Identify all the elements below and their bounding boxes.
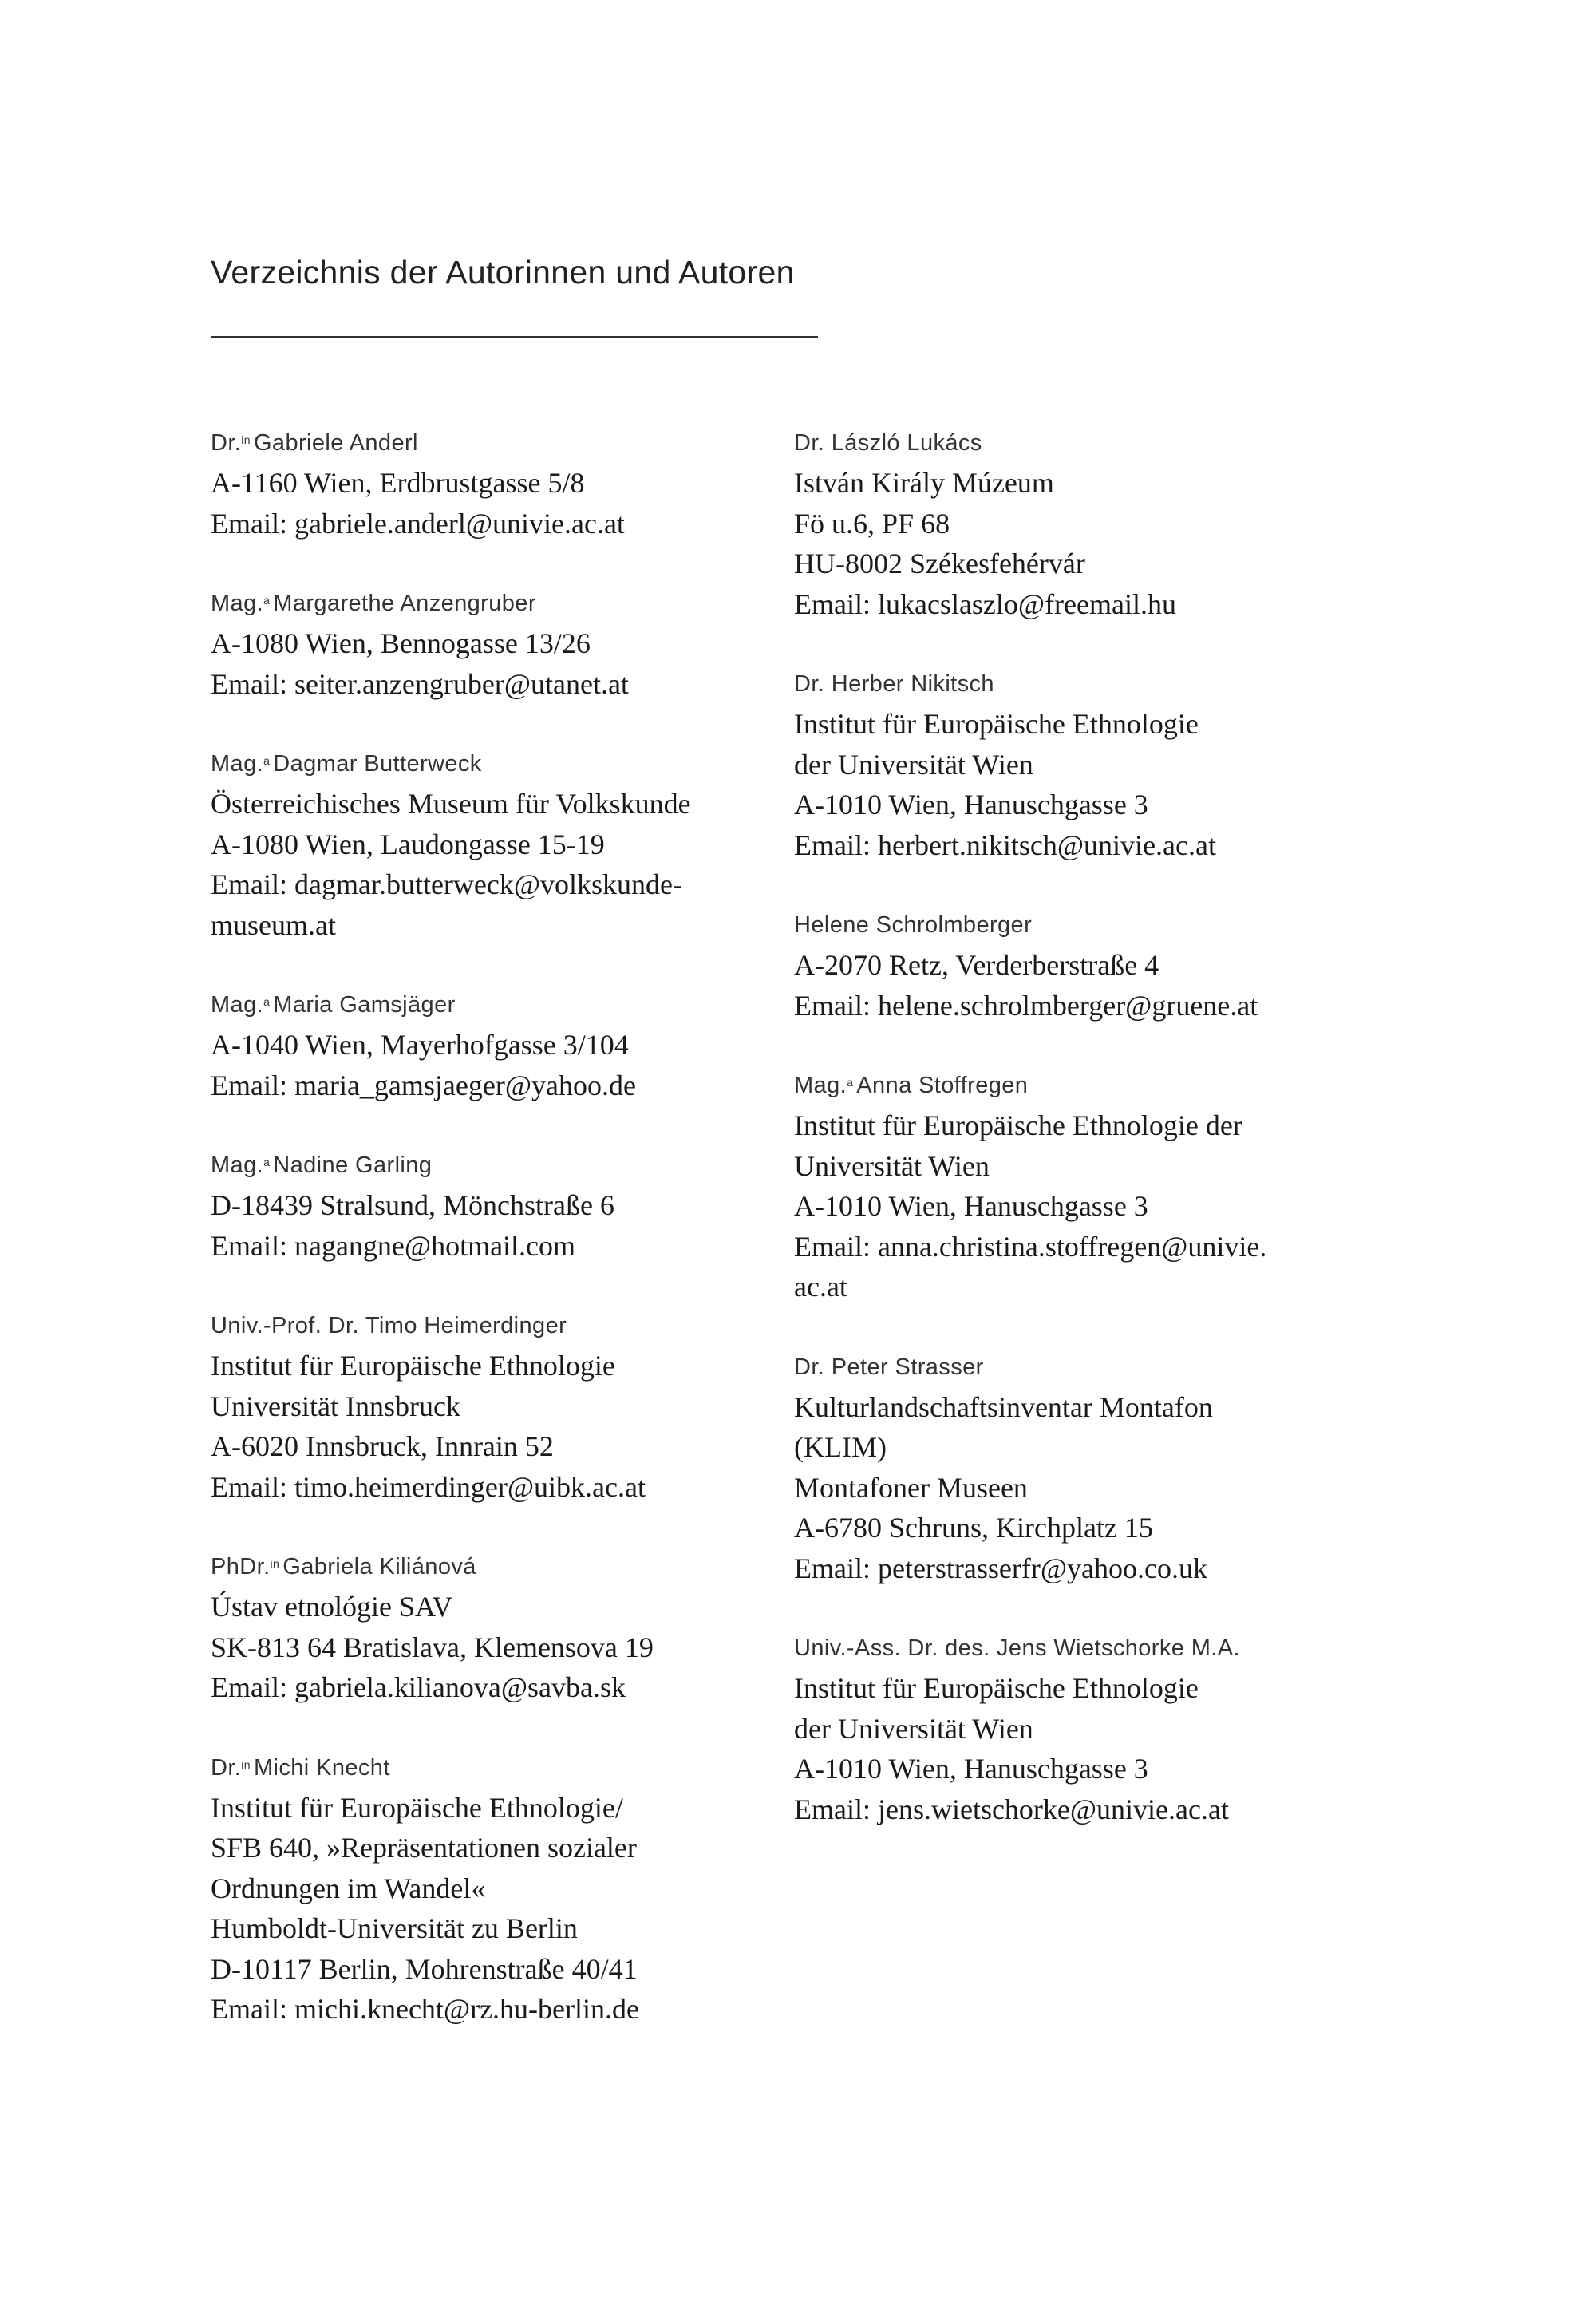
address-line: A-1080 Wien, Bennogasse 13/26: [211, 627, 591, 659]
author-entry: [794, 905, 1385, 1026]
academic-title: PhDr.: [211, 1554, 271, 1580]
person-name: Gabriele Anderl: [253, 430, 418, 456]
person-name: Michi Knecht: [253, 1754, 390, 1781]
address-line: Kulturlandschaftsinventar Montafon: [794, 1390, 1213, 1423]
title-suffix: a: [263, 1156, 271, 1168]
address-line: Ústav etnológie SAV: [211, 1591, 453, 1623]
author-name: [211, 423, 785, 463]
author-entry: [794, 423, 1385, 624]
address-line: Institut für Europäische Ethnologie: [794, 708, 1199, 740]
person-name: Anna Stoffregen: [856, 1073, 1029, 1098]
title-rule: [211, 336, 818, 338]
author-name: [211, 583, 785, 623]
academic-title: Univ.-Ass. Dr. des.: [794, 1635, 990, 1661]
author-entry: [794, 1347, 1385, 1589]
address-line: D-18439 Stralsund, Mönchstraße 6: [211, 1189, 614, 1221]
author-name: [211, 1748, 785, 1788]
author-name: [794, 1066, 1385, 1105]
title-suffix: a: [847, 1076, 854, 1089]
email-line: Email: gabriela.kilianova@savba.sk: [211, 1671, 626, 1703]
author-entry: [794, 1066, 1385, 1307]
address-line: A-1160 Wien, Erdbrustgasse 5/8: [211, 467, 585, 499]
academic-title: Mag.: [794, 1073, 847, 1098]
address-line: SK-813 64 Bratislava, Klemensova 19: [211, 1631, 654, 1663]
address-line: Universität Wien: [794, 1149, 990, 1182]
person-name: Helene Schrolmberger: [794, 912, 1033, 938]
authors-column-left: [211, 423, 785, 2070]
address-line: A-1010 Wien, Hanuschgasse 3: [794, 1190, 1148, 1222]
academic-title: Dr.: [794, 430, 825, 456]
person-name: Nadine Garling: [273, 1153, 433, 1178]
address-line: Humboldt-Universität zu Berlin: [211, 1912, 578, 1944]
address-line: Österreichisches Museum für Volkskunde: [211, 788, 691, 820]
author-name: [211, 1306, 785, 1346]
author-name: [794, 423, 1385, 463]
email-line: Email: anna.christina.stoffregen@univie.: [794, 1230, 1267, 1263]
author-name: [794, 905, 1385, 945]
address-line: A-6020 Innsbruck, Innrain 52: [211, 1430, 554, 1462]
author-entry: [211, 583, 785, 704]
author-entry: [211, 423, 785, 544]
address-line: A-1010 Wien, Hanuschgasse 3: [794, 1753, 1148, 1785]
person-name: László Lukács: [831, 430, 982, 456]
author-name: [794, 1347, 1385, 1387]
author-name: [211, 744, 785, 784]
author-entry: [211, 985, 785, 1105]
email-line: Email: michi.knecht@rz.hu-berlin.de: [211, 1993, 639, 2025]
author-name: [211, 985, 785, 1025]
address-line: Universität Innsbruck: [211, 1390, 460, 1422]
academic-title: Dr.: [794, 1354, 825, 1380]
academic-title: Mag.: [211, 1153, 264, 1178]
email-line: Email: gabriele.anderl@univie.ac.at: [211, 507, 625, 540]
email-line: Email: maria_gamsjaeger@yahoo.de: [211, 1069, 636, 1101]
address-line: HU-8002 Székesfehérvár: [794, 548, 1085, 579]
person-name: Gabriela Kiliánová: [282, 1554, 476, 1580]
author-entry: [211, 1547, 785, 1708]
address-line: Montafoner Museen: [794, 1471, 1028, 1504]
person-name: Timo Heimerdinger: [365, 1313, 567, 1338]
page-title: Verzeichnis der Autorinnen und Autoren: [211, 254, 795, 291]
email-line: Email: lukacslaszlo@freemail.hu: [794, 587, 1176, 620]
address-line: A-6780 Schruns, Kirchplatz 15: [794, 1512, 1153, 1544]
title-suffix: in: [241, 433, 251, 446]
address-line: SFB 640, »Repräsentationen sozialer: [211, 1832, 637, 1864]
address-line: A-1010 Wien, Hanuschgasse 3: [794, 789, 1148, 820]
address-line: Fö u.6, PF 68: [794, 507, 950, 540]
title-suffix: in: [270, 1557, 280, 1570]
person-name: Margarethe Anzengruber: [273, 591, 536, 616]
address-line: D-10117 Berlin, Mohrenstraße 40/41: [211, 1952, 638, 1985]
person-name: Peter Strasser: [831, 1354, 984, 1380]
person-name: Dagmar Butterweck: [273, 751, 482, 777]
title-suffix: in: [241, 1757, 251, 1771]
author-entry: [211, 1748, 785, 2030]
address-line: Institut für Europäische Ethnologie: [794, 1672, 1199, 1704]
address-line: A-1040 Wien, Mayerhofgasse 3/104: [211, 1029, 629, 1061]
email-line: Email: dagmar.butterweck@volkskunde-: [211, 868, 682, 900]
author-entry: [211, 744, 785, 945]
email-line: Email: seiter.anzengruber@utanet.at: [211, 667, 629, 700]
address-line: Institut für Europäische Ethnologie der: [794, 1109, 1242, 1141]
title-suffix: a: [263, 594, 271, 607]
authors-column-right: [794, 423, 1385, 1869]
address-line: István Király Múzeum: [794, 467, 1054, 499]
author-name: [211, 1145, 785, 1185]
person-name: Maria Gamsjäger: [273, 992, 456, 1018]
academic-title: Mag.: [211, 751, 264, 777]
address-line: Ordnungen im Wandel«: [211, 1872, 486, 1904]
email-line: Email: peterstrasserfr@yahoo.co.uk: [794, 1552, 1207, 1584]
address-line: (KLIM): [794, 1431, 887, 1463]
title-suffix: a: [263, 995, 271, 1008]
address-line: Institut für Europäische Ethnologie/: [211, 1791, 623, 1824]
author-name: [794, 1628, 1385, 1668]
author-entry: [794, 1628, 1385, 1829]
address-line: museum.at: [211, 908, 336, 941]
author-entry: [211, 1145, 785, 1266]
address-line: A-1080 Wien, Laudongasse 15-19: [211, 828, 605, 860]
academic-title: Univ.-Prof. Dr.: [211, 1313, 359, 1338]
address-line: der Universität Wien: [794, 1712, 1033, 1745]
address-line: A-2070 Retz, Verderberstraße 4: [794, 949, 1159, 981]
academic-title: Dr.: [211, 1754, 242, 1781]
email-line: Email: nagangne@hotmail.com: [211, 1229, 576, 1262]
author-entry: [211, 1306, 785, 1507]
address-line: der Universität Wien: [794, 748, 1033, 781]
author-entry: [794, 664, 1385, 865]
person-name: Herber Nikitsch: [831, 671, 994, 697]
email-line: Email: timo.heimerdinger@uibk.ac.at: [211, 1470, 646, 1503]
email-line: Email: helene.schrolmberger@gruene.at: [794, 989, 1258, 1022]
person-name: Jens Wietschorke M.A.: [997, 1635, 1240, 1661]
address-line: Institut für Europäische Ethnologie: [211, 1350, 615, 1382]
academic-title: Mag.: [211, 992, 264, 1018]
author-name: [211, 1547, 785, 1587]
academic-title: Mag.: [211, 591, 264, 616]
author-name: [794, 664, 1385, 704]
email-line: Email: herbert.nikitsch@univie.ac.at: [794, 828, 1216, 861]
address-line: ac.at: [794, 1271, 847, 1303]
title-suffix: a: [263, 754, 271, 767]
academic-title: Dr.: [211, 430, 242, 456]
academic-title: Dr.: [794, 671, 825, 697]
email-line: Email: jens.wietschorke@univie.ac.at: [794, 1793, 1229, 1825]
